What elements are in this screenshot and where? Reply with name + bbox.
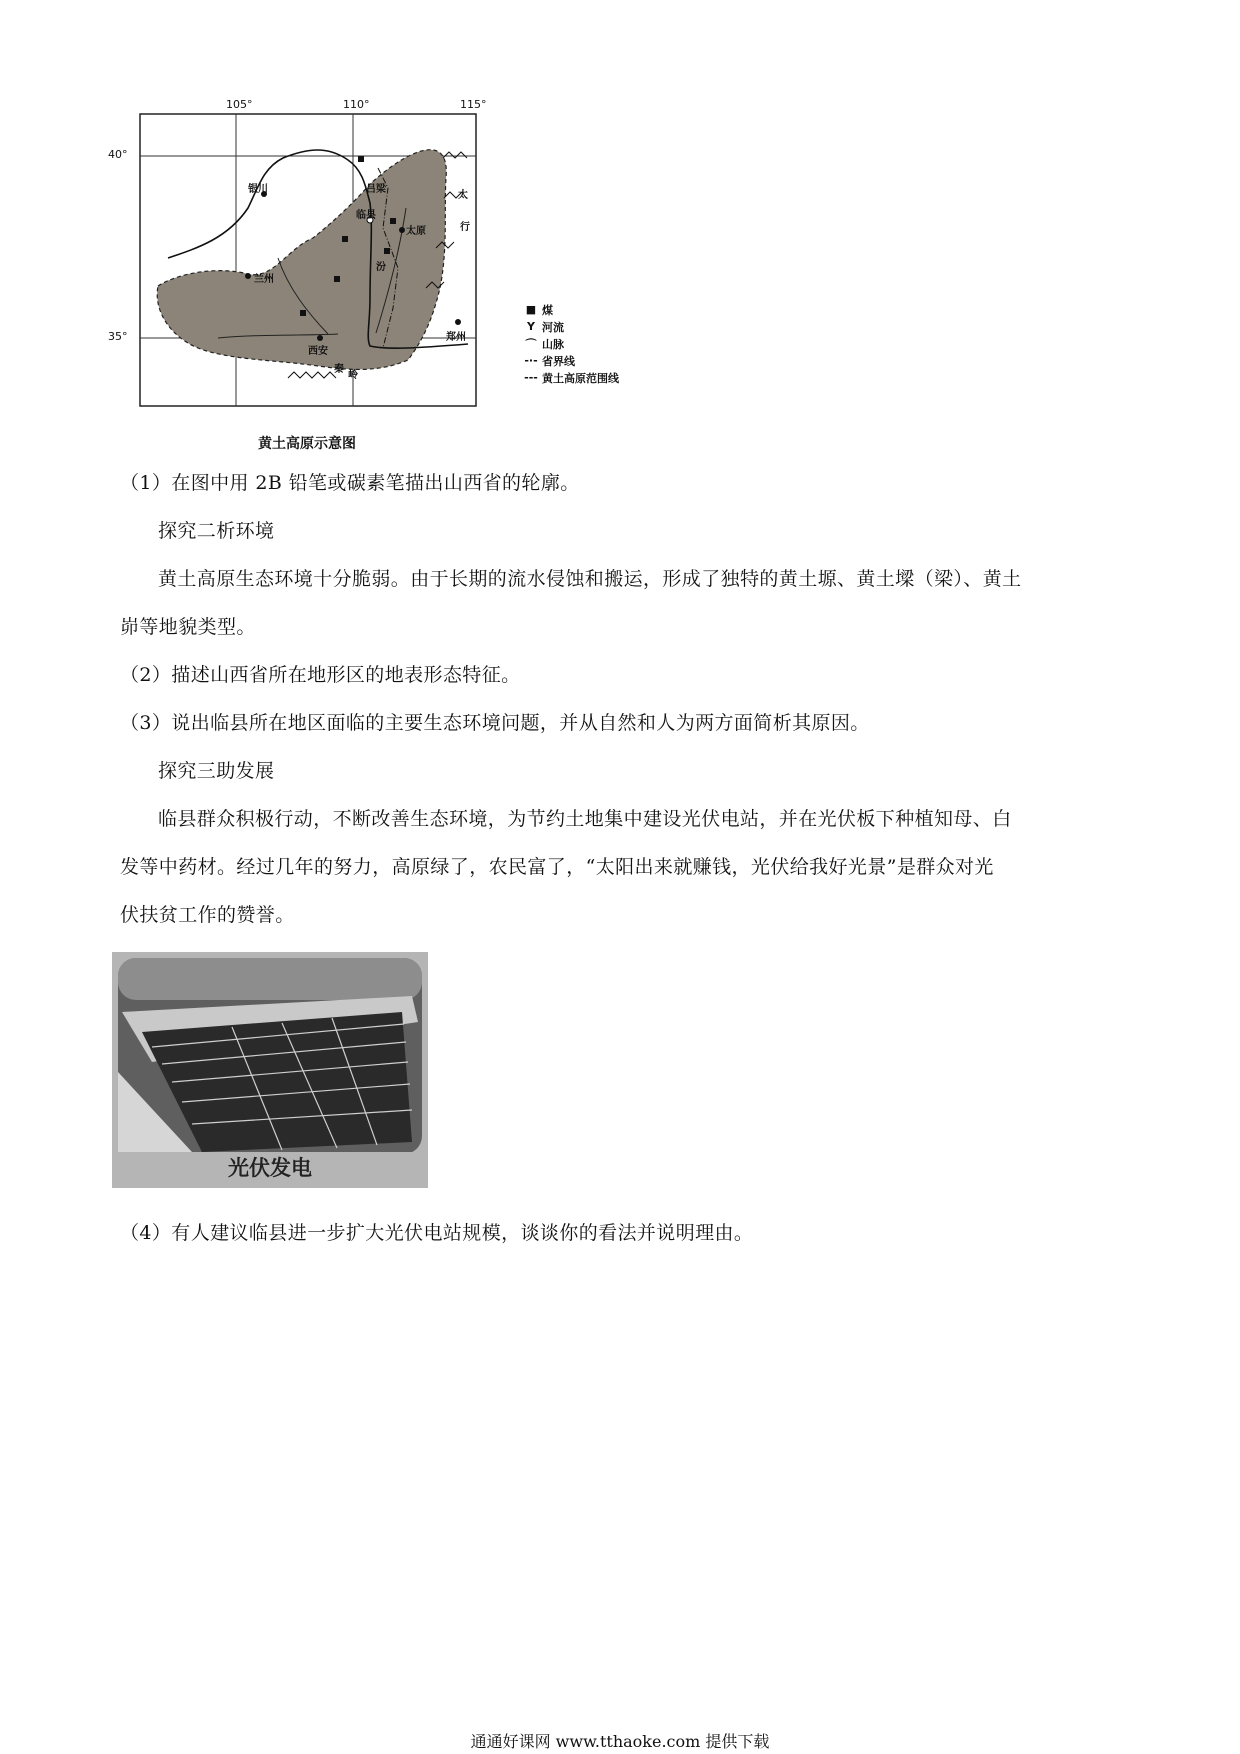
city-label-linxian: 临县 (356, 210, 376, 221)
coal-icon: ■ (525, 303, 537, 316)
longitude-label: 105° (226, 98, 253, 111)
question-4: （4）有人建议临县进一步扩大光伏电站规模，谈谈你的看法并说明理由。 (120, 1222, 754, 1244)
coal-symbol (390, 218, 396, 224)
province-line-icon: -·- (524, 354, 538, 367)
section-3-paragraph-line1: 临县群众积极行动，不断改善生态环境，为节约土地集中建设光伏电站，并在光伏板下种植知母、白 (158, 808, 1012, 830)
section-3-paragraph-line2: 发等中药材。经过几年的努力，高原绿了，农民富了，“太阳出来就赚钱，光伏给我好光景”是群众对光 (120, 856, 994, 878)
river-icon: Y (527, 320, 535, 333)
map-legend (520, 301, 619, 386)
longitude-label: 115° (460, 98, 487, 111)
mountain-label-ling: 岭 (348, 370, 358, 381)
river-label-fen: 汾 (376, 262, 386, 273)
city-label-xian: 西安 (308, 346, 328, 357)
mountain-label-hang: 行 (460, 222, 470, 233)
city-label-taiyuan: 太原 (406, 226, 426, 237)
legend-item-province: -·- 省界线 (520, 352, 619, 369)
legend-item-mountain: ⌒ 山脉 (520, 335, 619, 352)
mountain-label-qin: 秦 (334, 364, 344, 375)
city-dot-xian (317, 335, 323, 341)
section-2-paragraph-line2: 峁等地貌类型。 (120, 616, 256, 638)
legend-item-boundary: --- 黄土高原范围线 (520, 369, 619, 386)
coal-symbol (342, 236, 348, 242)
question-2: （2）描述山西省所在地形区的地表形态特征。 (120, 664, 521, 686)
question-3: （3）说出临县所在地区面临的主要生态环境问题，并从自然和人为两方面简析其原因。 (120, 712, 870, 734)
legend-item-river: Y 河流 (520, 318, 619, 335)
section-3-title: 探究三助发展 (158, 760, 275, 782)
city-dot-taiyuan (399, 227, 405, 233)
city-dot-lanzhou (245, 273, 251, 279)
coal-symbol (384, 248, 390, 254)
map-graphic (108, 98, 668, 456)
city-label-yinchuan: 银川 (248, 184, 268, 195)
city-dot-zhengzhou (455, 319, 461, 325)
section-3-paragraph-line3: 伏扶贫工作的赞誉。 (120, 904, 295, 926)
boundary-line-icon: --- (524, 371, 538, 384)
photo-caption: 光伏发电 (228, 1156, 312, 1180)
mountain-label-tai: 太 (458, 190, 468, 201)
mountain-icon: ⌒ (525, 337, 537, 351)
city-label-zhengzhou: 郑州 (446, 332, 466, 343)
coal-symbol (334, 276, 340, 282)
section-2-title: 探究二析环境 (158, 520, 275, 542)
question-1: （1）在图中用 2B 铅笔或碳素笔描出山西省的轮廓。 (120, 472, 580, 494)
solar-power-photo (112, 952, 428, 1188)
legend-item-coal: ■ 煤 (520, 301, 619, 318)
latitude-label: 40° (108, 148, 128, 161)
coal-symbol (358, 156, 364, 162)
section-2-paragraph-line1: 黄土高原生态环境十分脆弱。由于长期的流水侵蚀和搬运，形成了独特的黄土塬、黄土墚（梁）、黄土 (158, 568, 1022, 590)
page-footer: 通通好课网 www.tthaoke.com 提供下载 (470, 1732, 770, 1751)
city-label-lanzhou: 兰州 (254, 274, 274, 285)
loess-plateau-map (108, 98, 668, 456)
latitude-label: 35° (108, 330, 128, 343)
longitude-label: 110° (343, 98, 370, 111)
coal-symbol (300, 310, 306, 316)
map-caption: 黄土高原示意图 (258, 436, 356, 452)
city-label-lvliang: 吕梁 (366, 184, 386, 195)
